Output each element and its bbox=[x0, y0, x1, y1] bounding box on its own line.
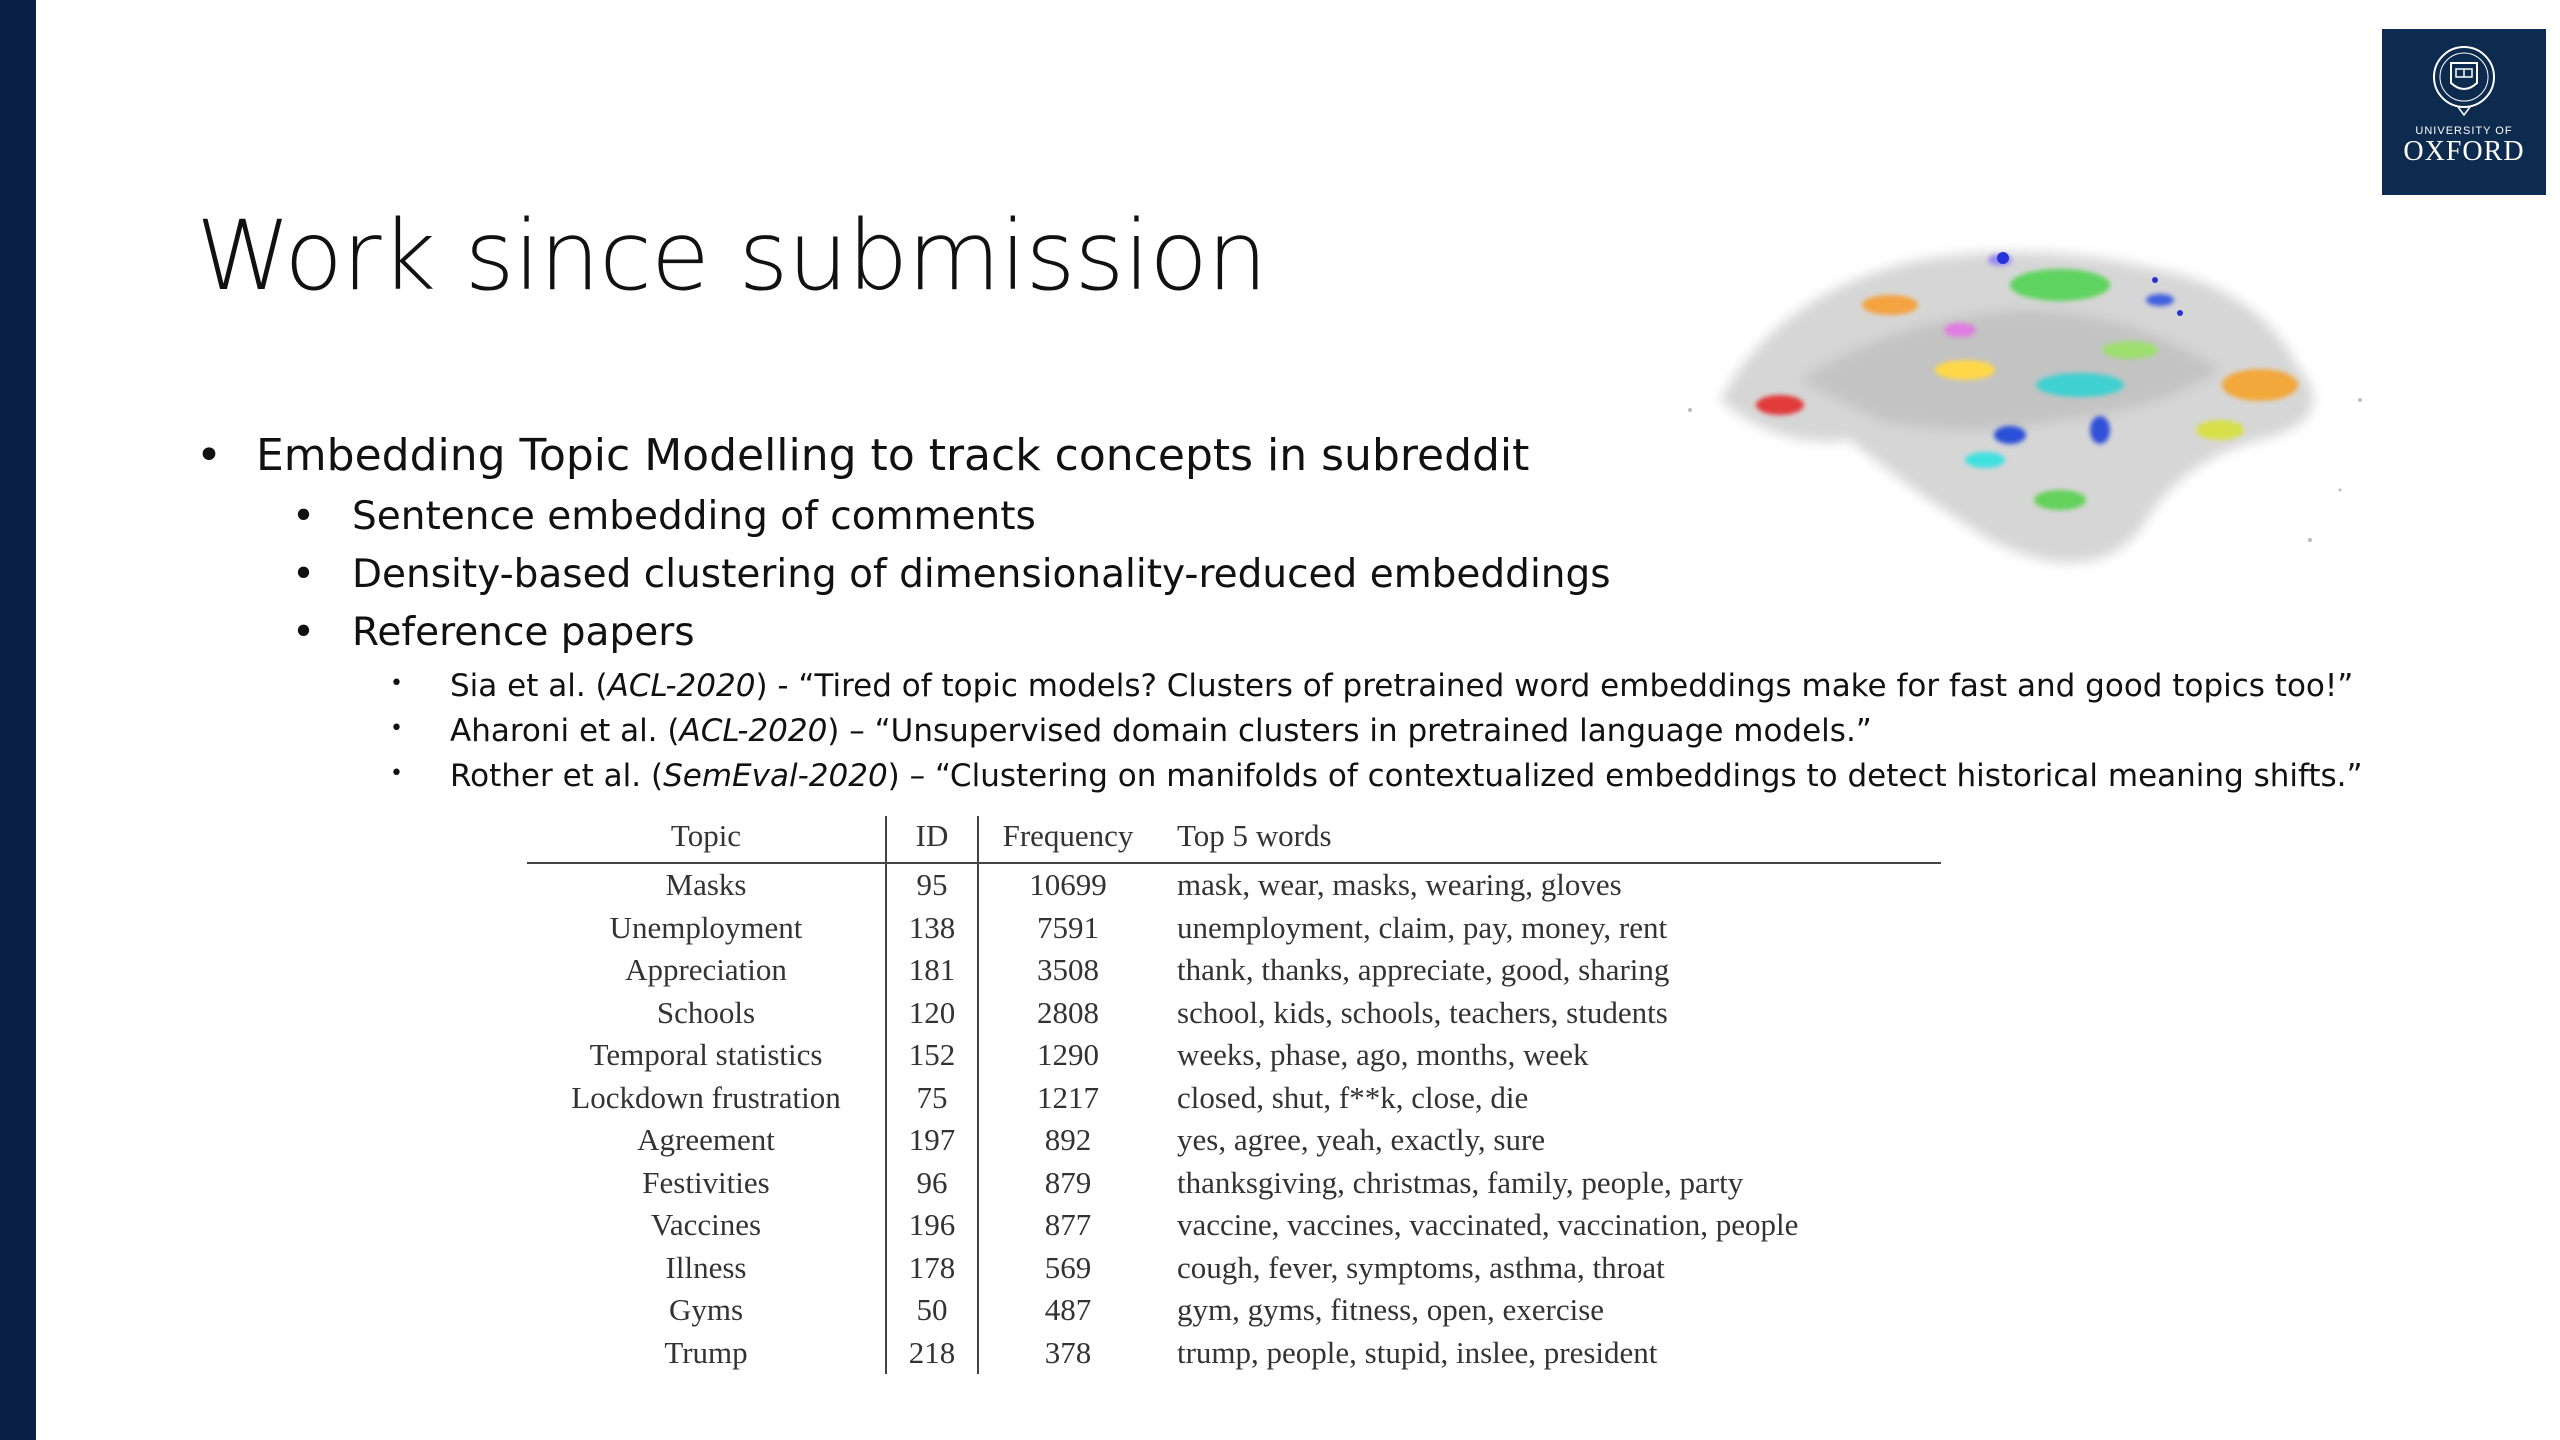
header-frequency: Frequency bbox=[1002, 818, 1134, 853]
header-topic: Topic bbox=[527, 816, 886, 863]
table-row: Lockdown frustration 75 1217 closed, shut, f**k, close, die bbox=[527, 1077, 1941, 1120]
table-row: Appreciation 181 3508 thank, thanks, appreciate, good, sharing bbox=[527, 949, 1941, 992]
oxford-crest-icon bbox=[2429, 43, 2499, 121]
table-row: Agreement 197 892 yes, agree, yeah, exactly, sure bbox=[527, 1119, 1941, 1162]
table-row: Festivities 96 879 thanksgiving, christmas, family, people, party bbox=[527, 1162, 1941, 1205]
table-row: Temporal statistics 152 1290 weeks, phase, ago, months, week bbox=[527, 1034, 1941, 1077]
table-row: Vaccines 196 877 vaccine, vaccines, vaccinated, vaccination, people bbox=[527, 1204, 1941, 1247]
table-row: Illness 178 569 cough, fever, symptoms, asthma, throat bbox=[527, 1247, 1941, 1290]
topics-table bbox=[527, 816, 1941, 1374]
oxford-logo bbox=[2382, 29, 2546, 195]
slide-title: Work since submission bbox=[196, 200, 1267, 312]
table-row: Unemployment 138 7591 unemployment, claim, pay, money, rent bbox=[527, 907, 1941, 950]
left-accent-bar bbox=[0, 0, 36, 1440]
header-id: ID bbox=[886, 816, 978, 863]
table-row: Schools 120 2808 school, kids, schools, teachers, students bbox=[527, 992, 1941, 1035]
table-header-row bbox=[527, 816, 1941, 863]
bullet-sub-3-text: Reference papers bbox=[352, 610, 695, 655]
logo-line2: OXFORD bbox=[2403, 136, 2525, 167]
bullet-sub-1-text: Sentence embedding of comments bbox=[352, 494, 1036, 539]
logo-line1: UNIVERSITY OF bbox=[2415, 125, 2513, 137]
bullet-sub-2-text: Density-based clustering of dimensionality-reduced embeddings bbox=[352, 552, 1611, 597]
header-top-words: Top 5 words bbox=[1177, 818, 1332, 853]
embedding-cluster-image bbox=[1660, 210, 2400, 630]
table-row: Gyms 50 487 gym, gyms, fitness, open, exercise bbox=[527, 1289, 1941, 1332]
table-row: Trump 218 378 trump, people, stupid, inslee, president bbox=[527, 1332, 1941, 1375]
bullet-main-text: Embedding Topic Modelling to track concepts in subreddit bbox=[256, 430, 1530, 481]
table-row: Masks 95 10699 mask, wear, masks, wearing, gloves bbox=[527, 863, 1941, 907]
